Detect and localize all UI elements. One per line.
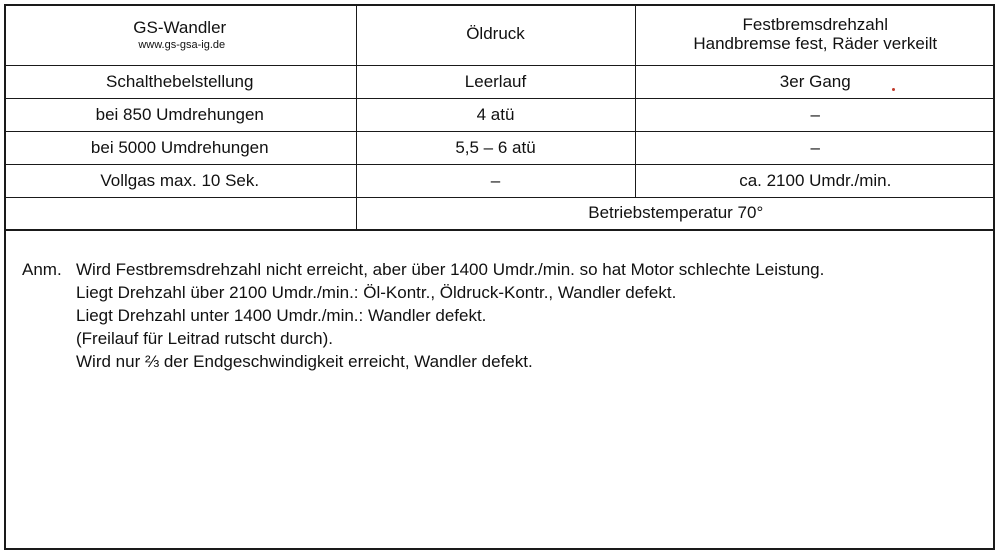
row-oeldruck: – [356, 164, 635, 197]
note-line-5: Wird nur ⅔ der Endgeschwindigkeit erreicht, Wandler defekt. [76, 352, 533, 371]
watermark-url: www.gs-gsa-ig.de [138, 38, 226, 51]
spec-table [4, 4, 995, 231]
header-cell-festbremsdrehzahl [635, 4, 995, 65]
operating-temperature-cell: Betriebstemperatur 70° [356, 197, 995, 230]
row-festbremsdrehzahl: – [635, 131, 995, 164]
notes-section [22, 258, 992, 373]
table-row-temperature [4, 197, 995, 230]
row-festbremsdrehzahl: – [635, 98, 995, 131]
row-oeldruck: 5,5 – 6 atü [356, 131, 635, 164]
note-line-2: Liegt Drehzahl über 2100 Umdr./min.: Öl-Kontr., Öldruck-Kontr., Wandler defekt. [76, 283, 677, 302]
table-row [4, 98, 995, 131]
red-dot-mark [892, 88, 895, 91]
note-line-4: (Freilauf für Leitrad rutscht durch). [76, 329, 333, 348]
note-prefix: Anm. [22, 260, 62, 279]
header-cell-oeldruck: Öldruck [356, 4, 635, 65]
header-line-2: Handbremse fest, Räder verkeilt [693, 34, 938, 54]
row-oeldruck: 4 atü [356, 98, 635, 131]
row-label: bei 5000 Umdrehungen [4, 131, 356, 164]
row-oeldruck: Leerlauf [356, 65, 635, 98]
header-line-1: Festbremsdrehzahl [742, 15, 888, 35]
row-festbremsdrehzahl: 3er Gang [635, 65, 995, 98]
note-line-1 [22, 258, 992, 281]
note-text-1: Wird Festbremsdrehzahl nicht erreicht, aber über 1400 Umdr./min. so hat Motor schlechte Leistung. [76, 260, 825, 279]
row-label: Vollgas max. 10 Sek. [4, 164, 356, 197]
row-label: Schalthebelstellung [4, 65, 356, 98]
table-row [4, 164, 995, 197]
header-title: GS-Wandler [133, 17, 227, 37]
table-row [4, 131, 995, 164]
header-row [4, 4, 995, 65]
row-festbremsdrehzahl: ca. 2100 Umdr./min. [635, 164, 995, 197]
row-label: bei 850 Umdrehungen [4, 98, 356, 131]
note-line-3: Liegt Drehzahl unter 1400 Umdr./min.: Wandler defekt. [76, 306, 487, 325]
header-cell-gs-wandler [4, 4, 356, 65]
row-label-empty [4, 197, 356, 230]
table-row [4, 65, 995, 98]
